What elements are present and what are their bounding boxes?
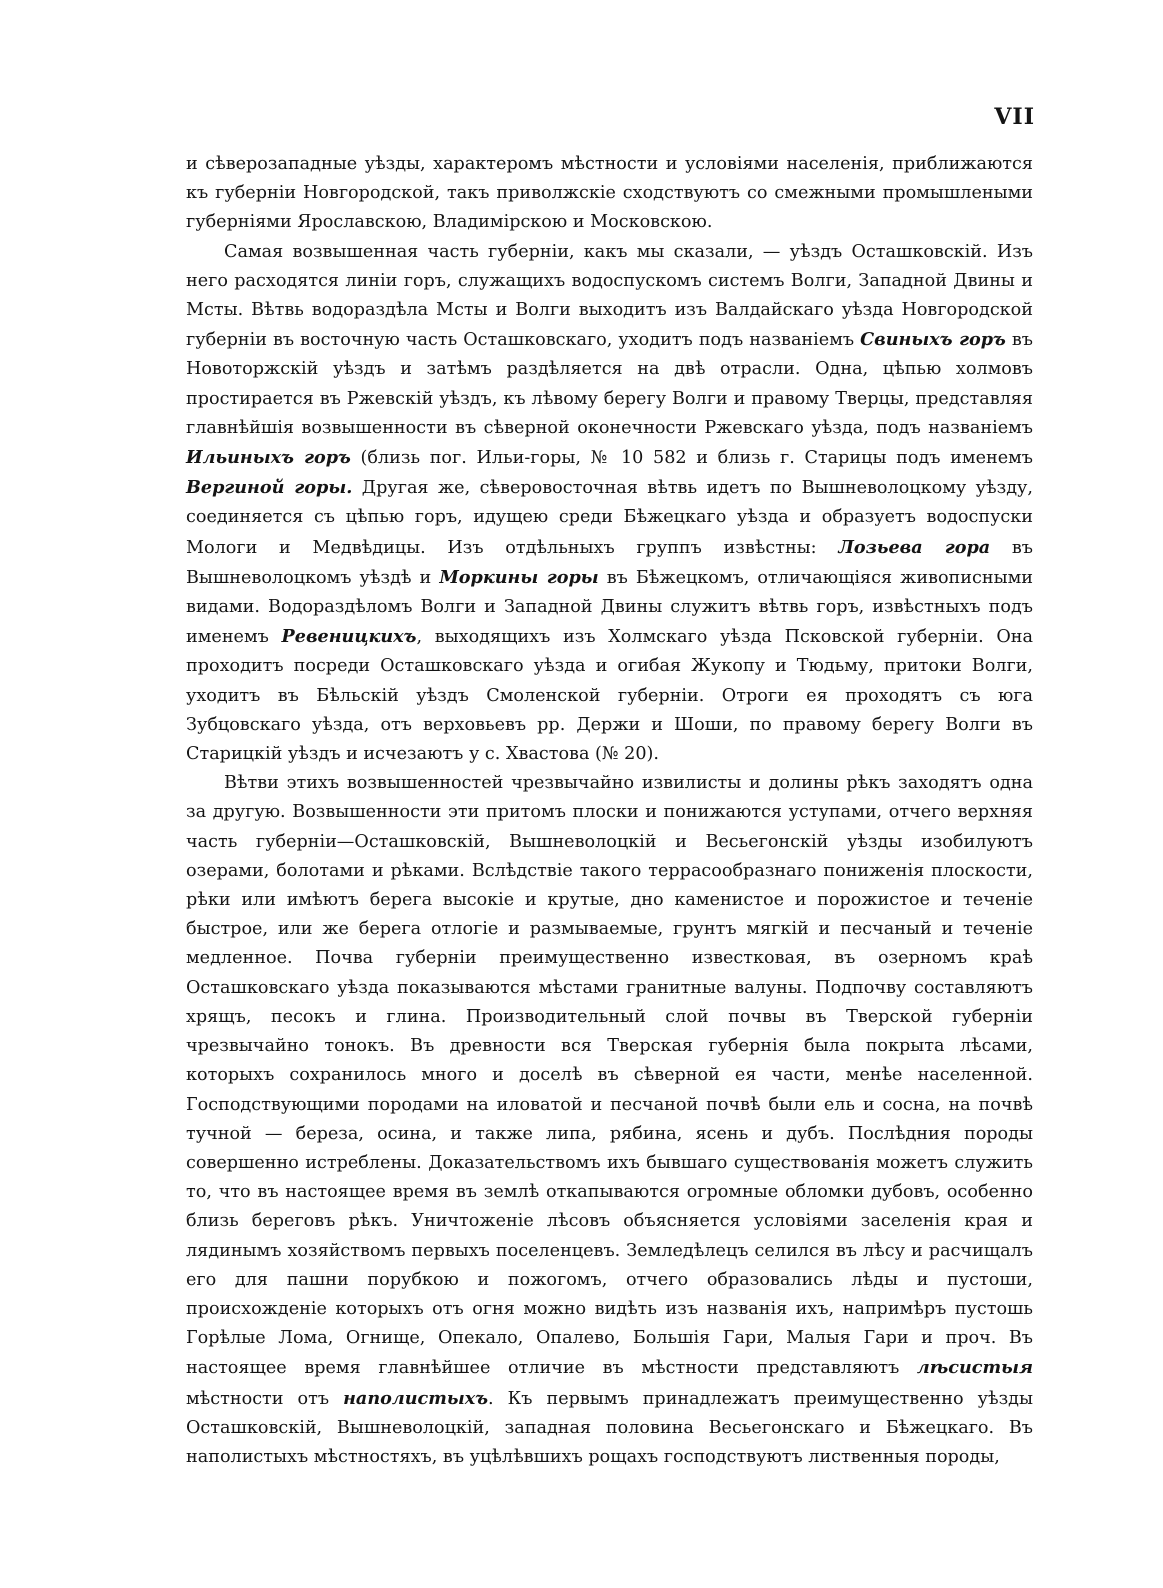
paragraph xyxy=(186,769,1033,1472)
emphasized-term: наполистыхъ xyxy=(343,1387,489,1409)
text-run: въ Новоторжскій уѣздъ и затѣмъ раздѣляется на двѣ отрасли. Одна, цѣпью холмовъ простирается въ Ржевскій уѣздъ, къ лѣвому берегу Волги и правому Тверцы, представляя главнѣйшія возвышенности въ сѣверной оконечности Ржевскаго уѣзда, подъ названіемъ xyxy=(186,330,1033,438)
text-run: , выходящихъ изъ Холмскаго уѣзда Псковской губерніи. Она проходитъ посреди Осташковскаго уѣзда и огибая Жукопу и Тюдьму, притоки Волги, уходитъ въ Бѣльскій уѣздъ Смоленской губерніи. Отроги ея проходятъ съ юга Зубцовскаго уѣзда, отъ верховьевъ рр. Держи и Шоши, по правому берегу Волги въ Старицкій уѣздъ и исчезаютъ у с. Хвастова (№ 20). xyxy=(186,627,1034,765)
text-run: (близь пог. Ильи-горы, № 10 582 и близь г. Старицы подъ именемъ xyxy=(350,448,1033,469)
text-run: мѣстности отъ xyxy=(186,1388,344,1409)
emphasized-term: Лозьева гора xyxy=(838,536,991,558)
text-run: Вѣтви этихъ возвышенностей чрезвычайно извилисты и долины рѣкъ заходятъ одна за другую. Возвышенности эти притомъ плоски и понижаются уступами, отчего верхняя часть губерніи—Осташковскій, Вышневолоцкій и Весьегонскій уѣзды изобилуютъ озерами, болотами и рѣками. Вслѣдствіе такого террасообразнаго пониженія плоскости, рѣки или имѣютъ берега высокіе и крутые, дно каменистое и порожистое и теченіе быстрое, или же берега отлогіе и размываемые, грунтъ мягкій и песчаный и теченіе медленное. Почва губерніи преимущественно известковая, въ озерномъ краѣ Осташковскаго уѣзда показываются мѣстами гранитные валуны. Подпочву составляютъ хрящъ, песокъ и глина. Производительный слой почвы въ Тверской губерніи чрезвычайно тонокъ. Въ древности вся Тверская губернія была покрыта лѣсами, которыхъ сохранилось много и доселѣ въ сѣверной ея части, менѣе населенной. Господствующими породами на иловатой и песчаной почвѣ были ель и сосна, на почвѣ тучной — береза, осина, и также липа, рябина, ясень и дубъ. Послѣдния породы совершенно истреблены. Доказательствомъ ихъ бывшаго существованія можетъ служить то, что въ настоящее время въ землѣ откапываются огромные обломки дубовъ, особенно близь береговъ рѣкъ. Уничтоженіе лѣсовъ объясняется условіями заселенія края и лядинымъ хозяйствомъ первыхъ поселенцевъ. Земледѣлецъ селился въ лѣсу и расчищалъ его для пашни порубкою и пожогомъ, отчего образовались лѣды и пустоши, происхожденіе которыхъ отъ огня можно видѣть изъ названія ихъ, напримѣръ пустошь Горѣлые Ломa, Огнище, Опекало, Опалево, Большія Гари, Малыя Гари и проч. Въ настоящее время главнѣйшее отличие въ мѣстности представляютъ xyxy=(186,773,1033,1379)
emphasized-term: Ревеницкихъ xyxy=(281,626,417,648)
page-number: VII xyxy=(994,104,1035,130)
text-run: и сѣверозападные уѣзды, характеромъ мѣстности и условіями населенія, приближаются къ губерніи Новгородской, такъ приволжскіе сходствуютъ со смежными промышлеными губерніями Ярославскою, Владимірскою и Московскою. xyxy=(186,154,1033,233)
emphasized-term: Вергиной горы. xyxy=(186,477,353,499)
text-run: Самая возвышенная часть губерніи, какъ мы сказали, — уѣздъ Осташковскій. Изъ него расходятся линіи горъ, служащихъ водоспускомъ системъ Волги, Западной Двины и Мсты. Вѣтвь водораздѣла Мсты и Волги выходитъ изъ Валдайскаго уѣзда Новгородской губерніи въ восточную часть Осташковскаго, уходитъ подъ названіемъ xyxy=(186,241,1033,351)
text-run: въ Бѣжецкомъ, отличающіяся живописными видами. Водораздѣломъ Волги и Западной Двины служитъ вѣтвь горъ, извѣстныхъ подъ именемъ xyxy=(186,567,1034,648)
text-run: въ Вышневолоцкомъ уѣздѣ и xyxy=(186,537,1033,588)
text-run: Другая же, сѣверовосточная вѣтвь идетъ по Вышневолоцкому уѣзду, соединяется съ цѣпью горъ, идущею среди Бѣжецкаго уѣзда и образуетъ водоспуски Мологи и Медвѣдицы. Изъ отдѣльныхъ группъ извѣстны: xyxy=(186,478,1034,558)
emphasized-term: Моркины горы xyxy=(439,566,599,588)
text-run: . Къ первымъ принадлежатъ преимущественно уѣзды Осташковскій, Вышневолоцкій, западная половина Весьегонскаго и Бѣжецкаго. Въ наполистыхъ мѣстностяхъ, въ уцѣлѣвшихъ рощахъ господствуютъ лиственныя породы, xyxy=(186,1388,1033,1467)
paragraph xyxy=(186,150,1033,238)
body-text xyxy=(186,150,1033,1472)
paragraph xyxy=(186,238,1033,770)
emphasized-term: Свиныхъ горъ xyxy=(860,329,1006,351)
emphasized-term: лѣсистыя xyxy=(916,1357,1033,1379)
emphasized-term: Ильиныхъ горъ xyxy=(186,447,351,469)
